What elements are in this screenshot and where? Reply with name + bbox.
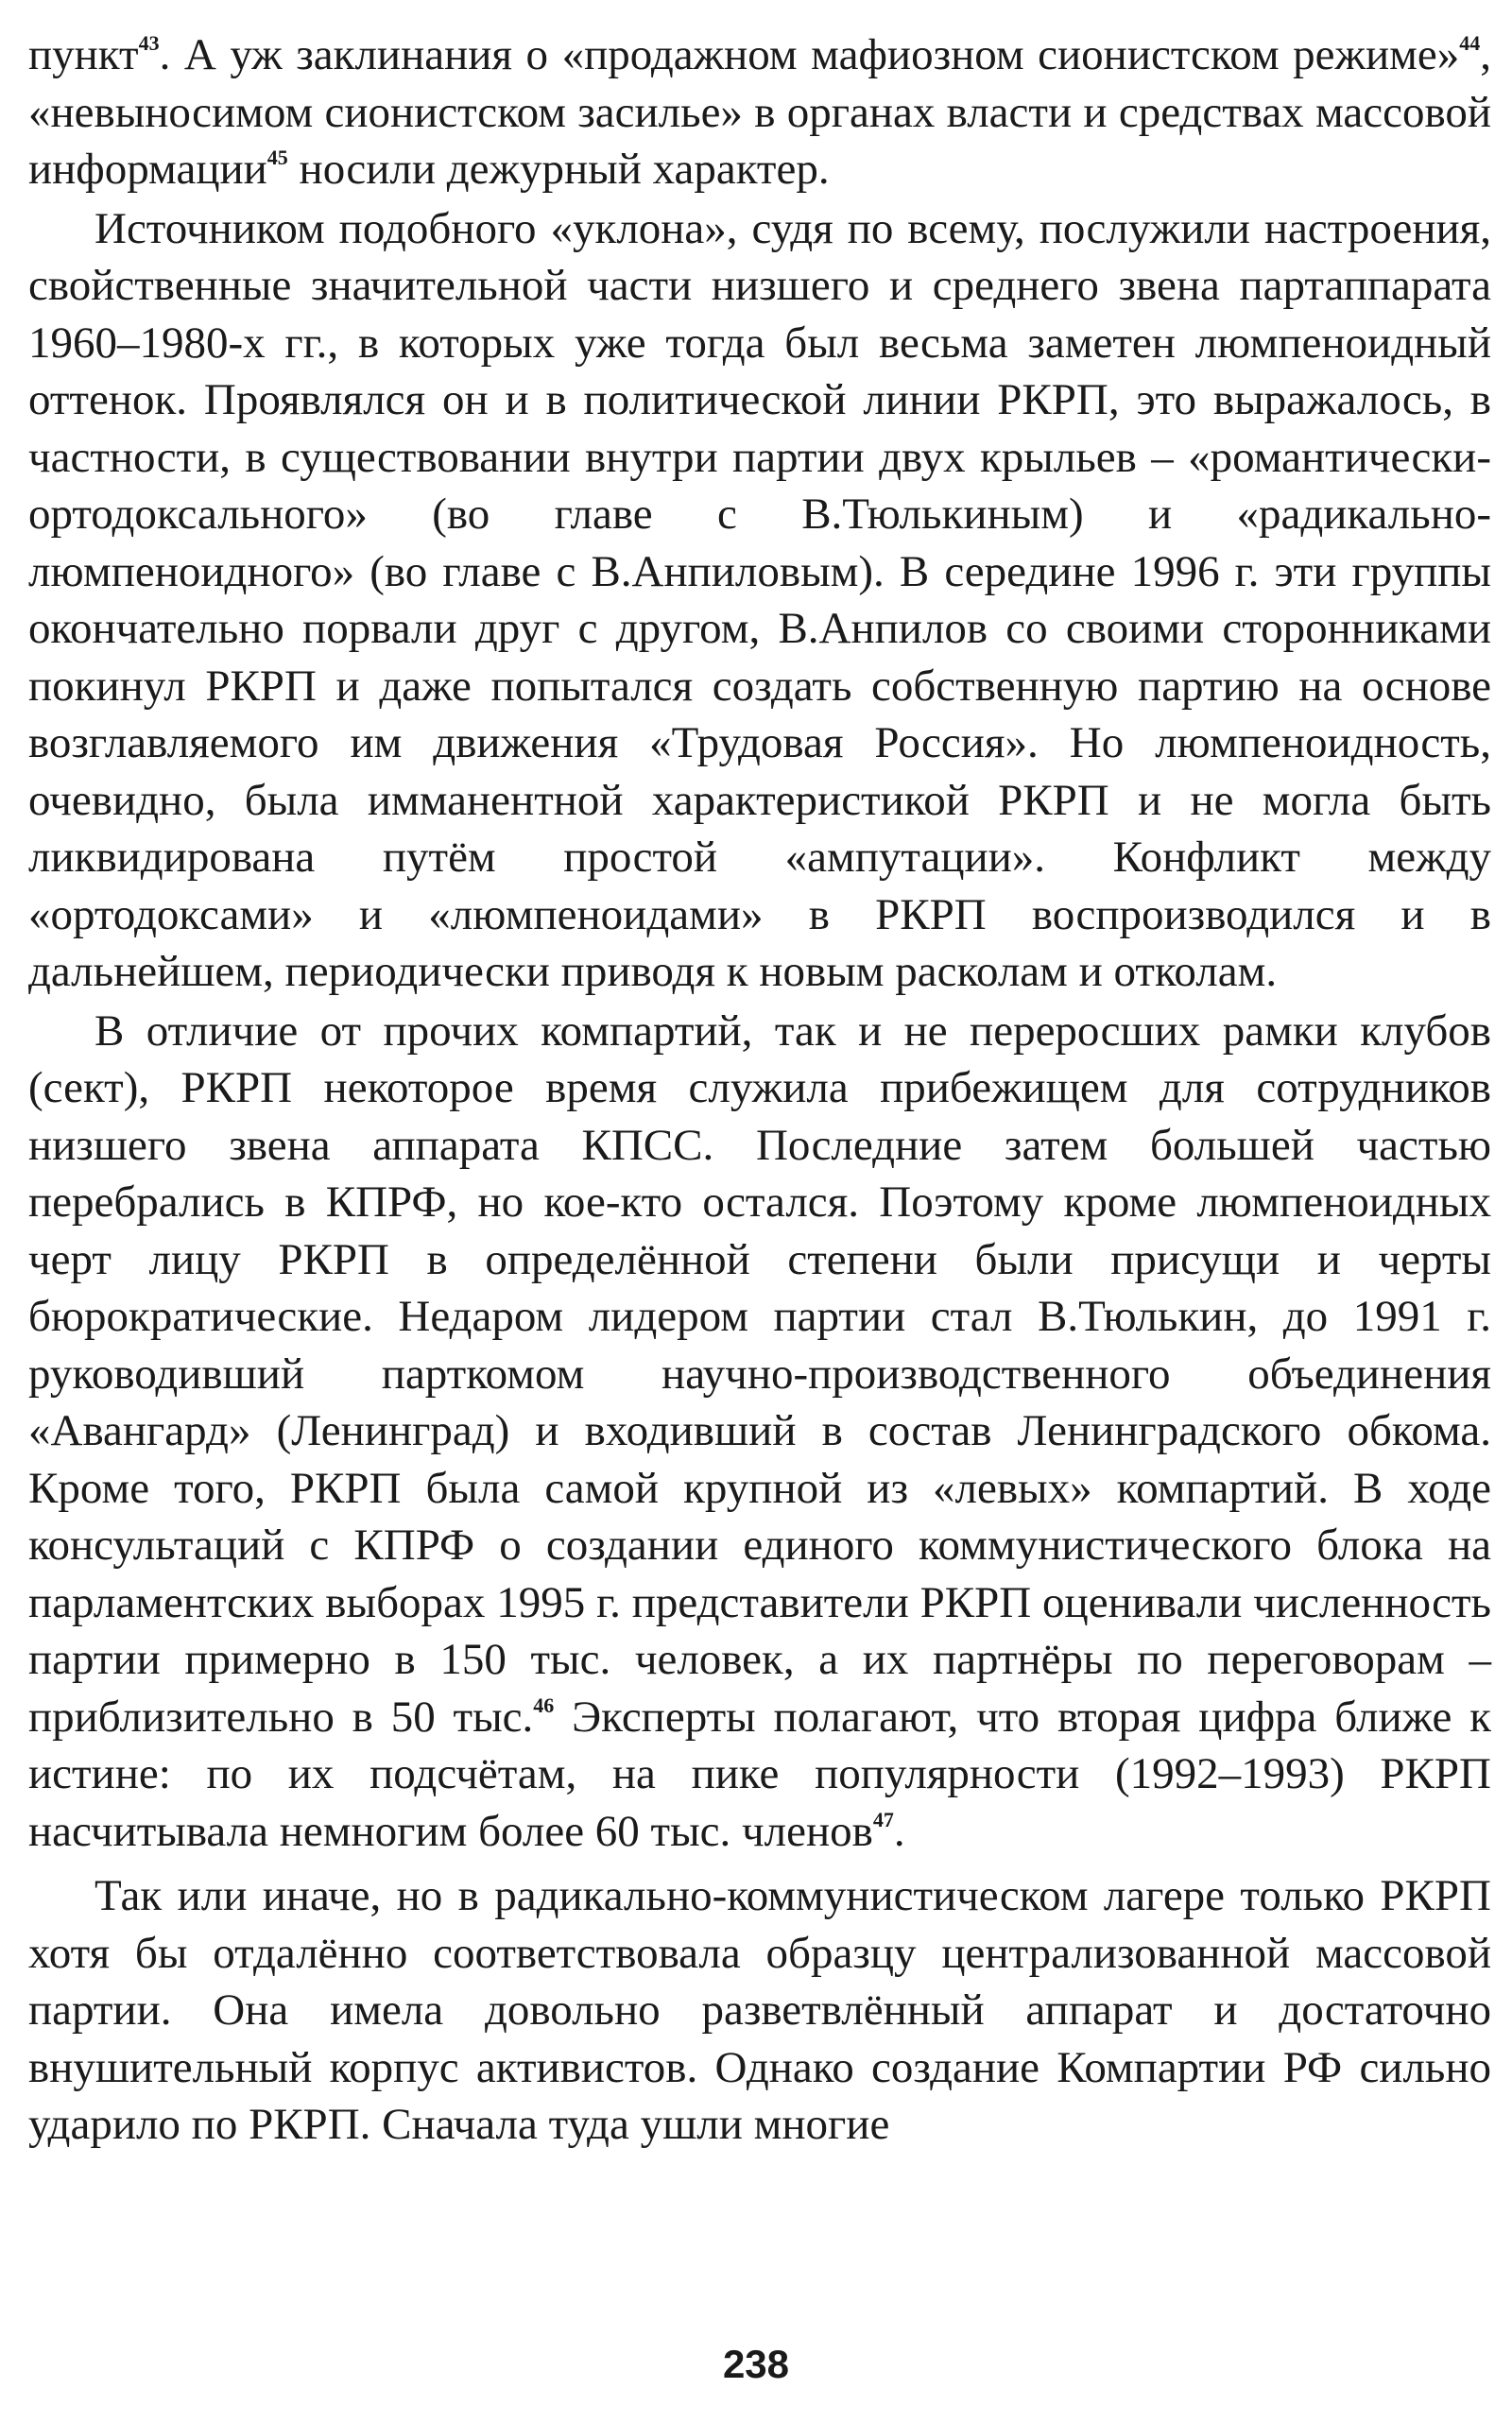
footnote-marker[interactable]: 43: [138, 31, 160, 55]
paragraph: [28, 26, 1491, 198]
paragraph-text: . А уж заклинания о «продажном мафиозном сионистском режиме»: [159, 30, 1460, 79]
paragraph-text: .: [893, 1806, 905, 1856]
paragraph-text: Так или иначе, но в радикально-коммунистическом лагере только РКРП хотя бы отдалённо соответствовала образцу централизованной массовой партии. Она имела довольно разветвлённый аппарат и достаточно внушительный корпус активистов. Однако создание Компартии РФ сильно ударило по РКРП. Сначала туда ушли многие: [28, 1871, 1491, 2149]
paragraph-text: пункт: [28, 30, 139, 79]
paragraph-text: , «невыносимом сионистском засилье» в органах власти и средствах массовой информации: [28, 30, 1491, 194]
paragraph-text: В отличие от прочих компартий, так и не переросших рамки клубов (сект), РКРП некоторое время служила прибежищем для сотрудников низшего звена аппарата КПСС. Последние затем большей частью перебрались в КПРФ, но кое-кто остался. Поэтому кроме люмпеноидных черт лицу РКРП в определённой степени были присущи и черты бюрократические. Недаром лидером партии стал В.Тюлькин, до 1991 г. руководивший парткомом научно-производственного объединения «Авангард» (Ленинград) и входивший в состав Ленинградского обкома. Кроме того, РКРП была самой крупной из «левых» компартий. В ходе консультаций с КПРФ о создании единого коммунистического блока на парламентских выборах 1995 г. представители РКРП оценивали численность партии примерно в 150 тыс. человек, а их партнёры по переговорам – приблизительно в 50 тыс.: [28, 1005, 1491, 1742]
paragraph-text: Источником подобного «уклона», судя по всему, послужили настроения, свойственные значительной части низшего и среднего звена партаппарата 1960–1980-х гг., в которых уже тогда был весьма заметен люмпеноидный оттенок. Проявлялся он и в политической линии РКРП, это выражалось, в частности, в существовании внутри партии двух крыльев – «романтически-ортодоксального» (во главе с В.Тюлькиным) и «радикально-люмпеноидного» (во главе с В.Анпиловым). В середине 1996 г. эти группы окончательно порвали друг с другом, В.Анпилов со своими сторонниками покинул РКРП и даже попытался создать собственную партию на основе возглавляемого им движения «Трудовая Россия». Но люмпеноидность, очевидно, была имманентной характеристикой РКРП и не могла быть ликвидирована путём простой «ампутации». Конфликт между «ортодоксами» и «люмпеноидами» в РКРП воспроизводился и в дальнейшем, периодически приводя к новым расколам и отколам.: [28, 203, 1491, 996]
footnote-marker[interactable]: 45: [266, 146, 288, 169]
paragraph: [28, 1867, 1491, 2154]
footnote-marker[interactable]: 47: [872, 1807, 894, 1831]
page-number: 238: [722, 2342, 790, 2386]
page-body: [28, 26, 1491, 2154]
paragraph-text: носили дежурный характер.: [287, 145, 830, 194]
paragraph: [28, 1003, 1491, 1861]
footnote-marker[interactable]: 46: [533, 1693, 555, 1717]
paragraph-text: Эксперты полагают, что вторая цифра ближе к истине: по их подсчётам, на пике популярности (1992–1993) РКРП насчитывала немногим более 60 тыс. членов: [28, 1692, 1492, 1856]
paragraph: [28, 200, 1491, 1001]
footnote-marker[interactable]: 44: [1459, 31, 1481, 55]
